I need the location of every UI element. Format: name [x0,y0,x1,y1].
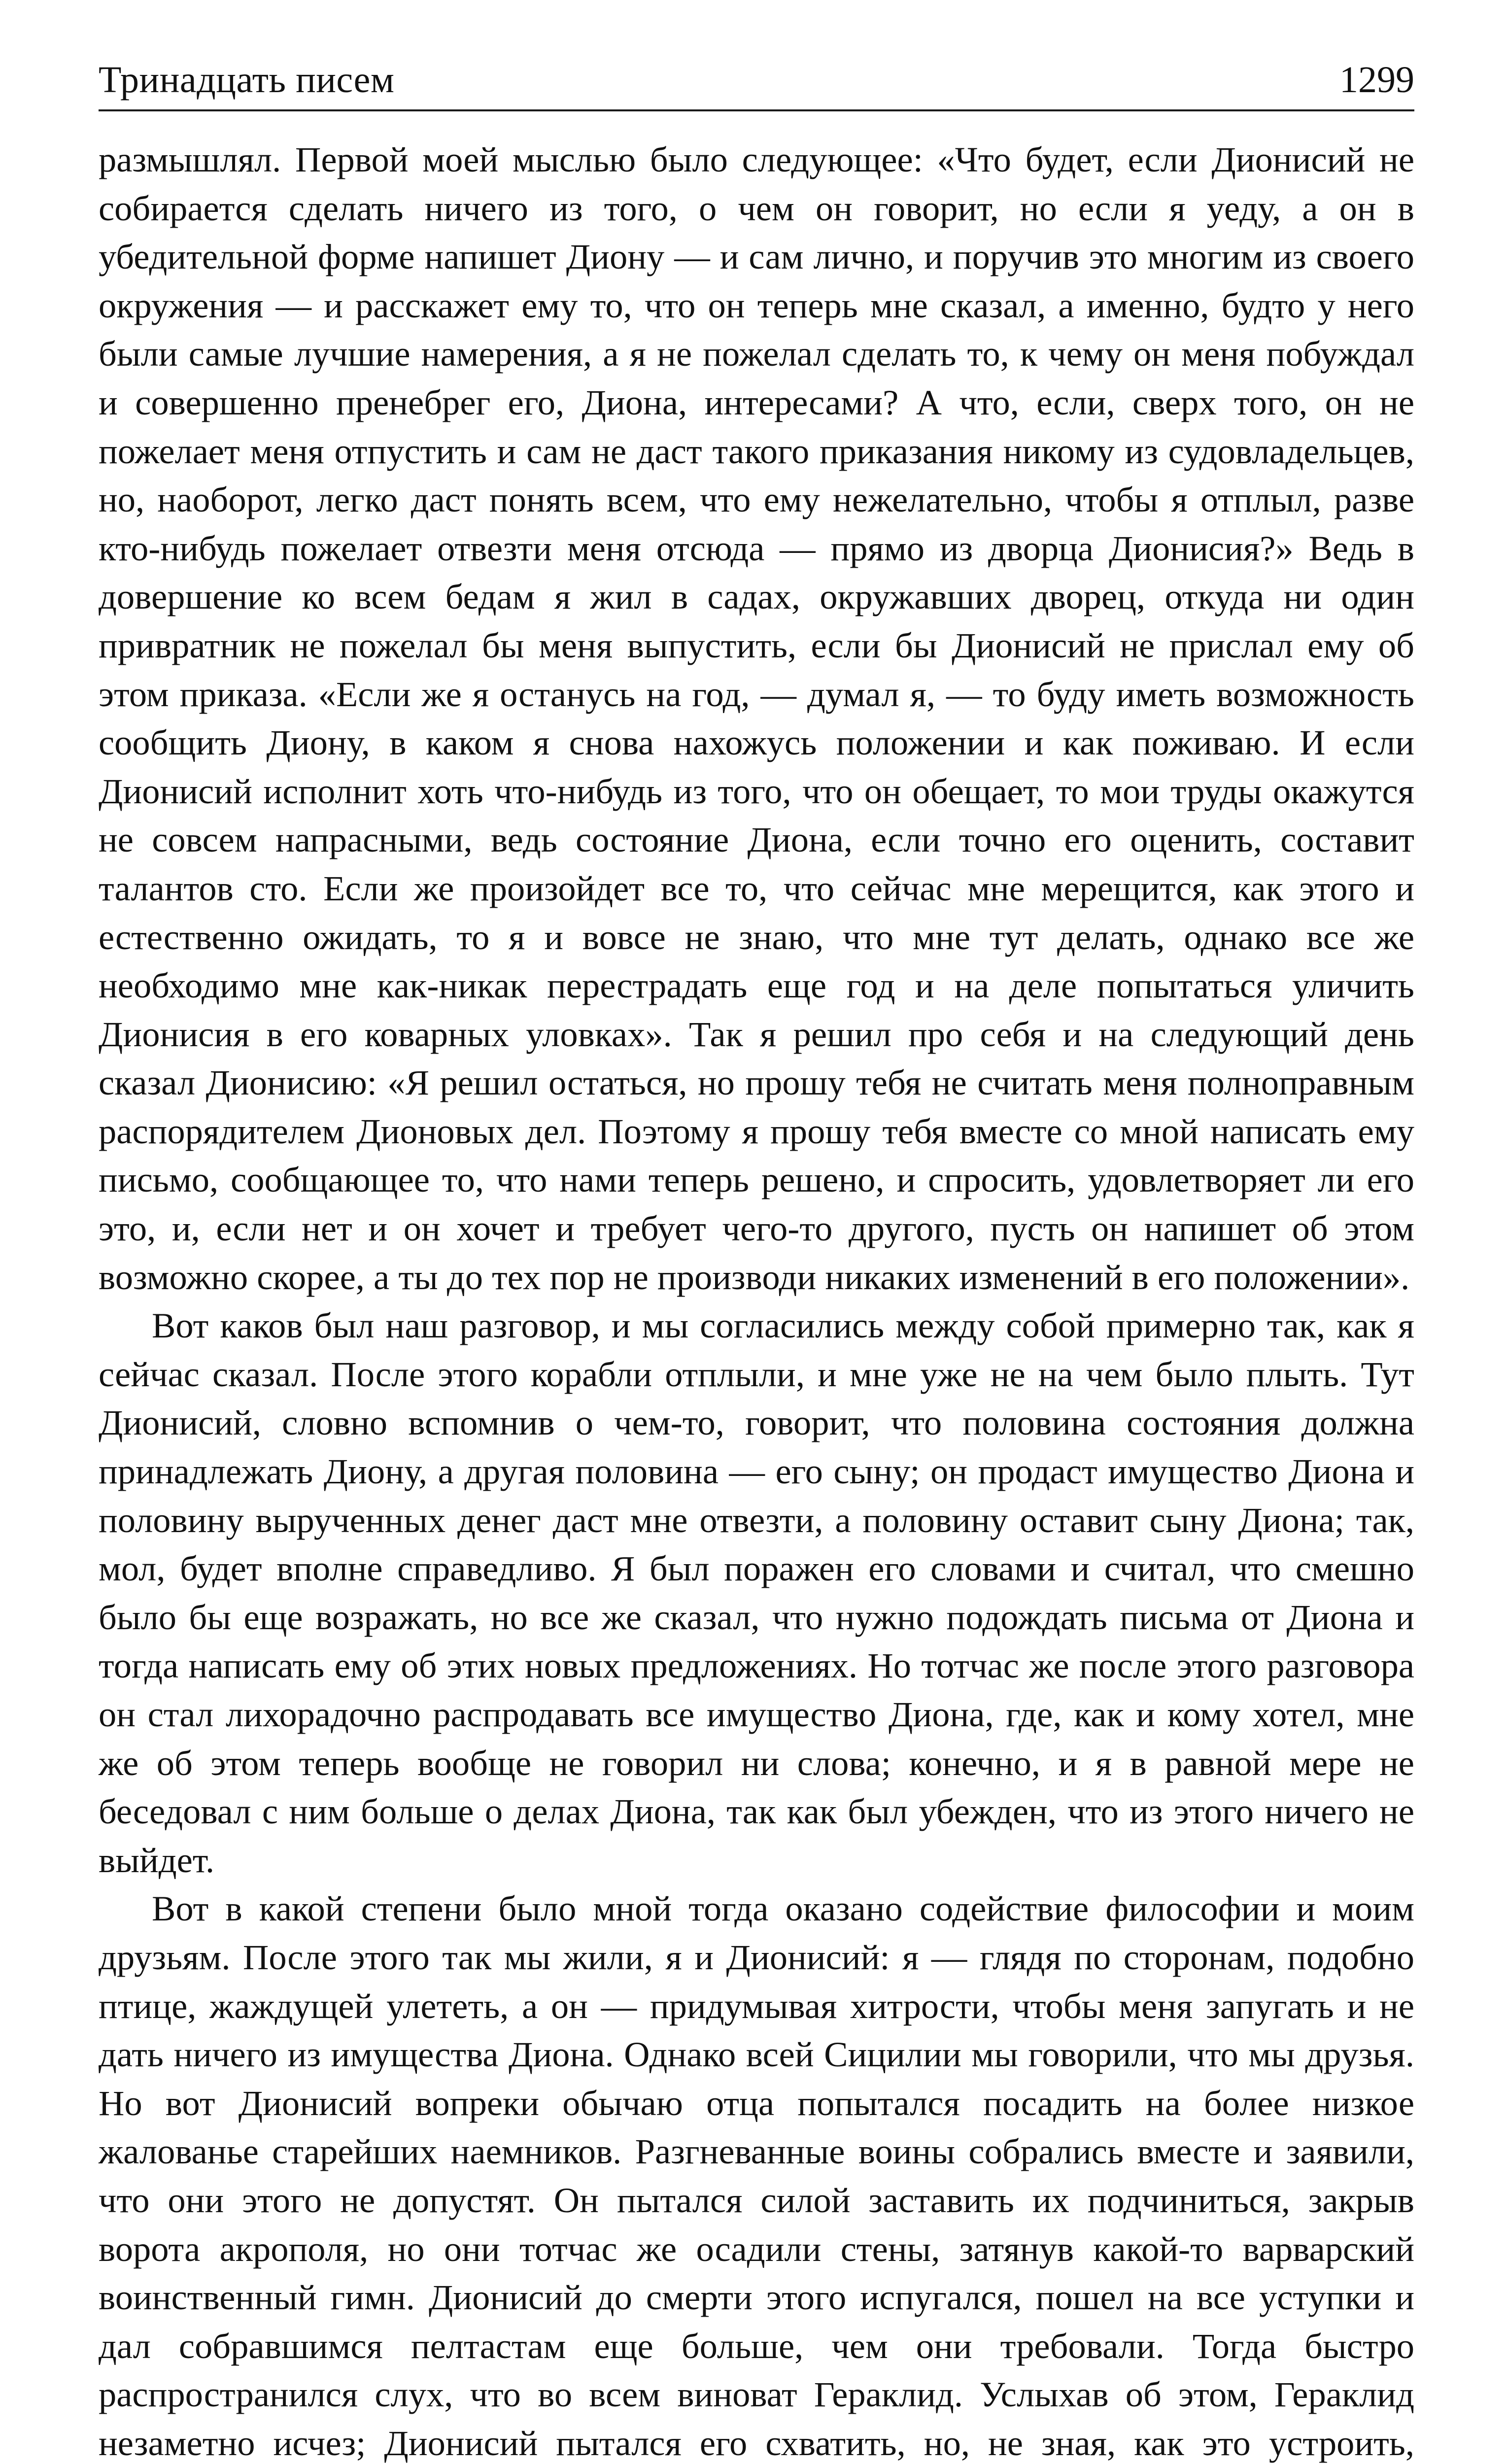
header-rule [99,109,1414,111]
body-text [99,136,1414,2464]
running-header [99,55,1414,114]
page-number: 1299 [1339,59,1414,101]
paragraph-3: Вот в какой степени было мной тогда оказано содействие философии и моим друзьям. После этого так мы жили, я и Дионисий: я — глядя по сторонам, подобно птице, жаждущей улететь, а он — придумывая хитрости, чтобы меня запугать и не дать ничего из имущества Диона. Однако всей Сицилии мы говорили, что мы друзья. Но вот Дионисий вопреки обычаю отца попытался посадить на более низкое жалованье старейших наемников. Разгневанные воины собрались вместе и заявили, что они этого не допустят. Он пытался силой заставить их подчиниться, закрыв ворота акрополя, но они тотчас же осадили стены, затянув какой-то варварский воинственный гимн. Дионисий до смерти этого испугался, пошел на все уступки и дал собравшимся пелтастам еще больше, чем они требовали. Тогда быстро распространился слух, что во всем виноват Гераклид. Услыхав об этом, Гераклид незаметно исчез; Дионисий пытался его схватить, но, не зная, как это устроить, [99,1888,1414,2463]
paragraph-1: размышлял. Первой моей мыслью было следующее: «Что будет, если Дионисий не собирается сделать ничего из того, о чем он говорит, но если я уеду, а он в убедительной форме напишет Диону — и сам лично, и поручив это многим из своего окружения — и расскажет ему то, что он теперь мне сказал, а именно, будто у него были самые лучшие намерения, а я не пожелал сделать то, к чему он меня побуждал и совершенно пренебрег его, Диона, интересами? А что, если, сверх того, он не пожелает меня отпустить и сам не даст такого приказания никому из судовладельцев, но, наоборот, легко даст понять всем, что ему нежелательно, чтобы я отплыл, разве кто-нибудь пожелает отвезти меня отсюда — прямо из дворца Дионисия?» Ведь в довершение ко всем бедам я жил в садах, окружавших дворец, откуда ни один привратник не пожелал бы меня выпустить, если бы Дионисий не прислал ему об этом приказа. «Если же я останусь на год, — думал я, — то буду иметь возможность сообщить Диону, в каком я снова нахожусь положении и как поживаю. И если Дионисий исполнит хоть что-нибудь из того, что он обещает, то мои труды окажутся не совсем напрасными, ведь состояние Диона, если точно его оценить, составит талантов сто. Если же произойдет все то, что сейчас мне мерещится, как этого и естественно ожидать, то я и вовсе не знаю, что мне тут делать, однако все же необходимо мне как-никак перестрадать еще год и на деле попытаться уличить Дионисия в его коварных уловках». Так я решил про себя и на следующий день сказал Дионисию: «Я решил остаться, но прошу тебя не считать меня полноправным распорядителем Дионовых дел. Поэтому я прошу тебя вместе со мной написать ему письмо, сообщающее то, что нами теперь решено, и спросить, удовлетворяет ли его это, и, если нет и он хочет и требует чего-то другого, пусть он напишет об этом возможно скорее, а ты до тех пор не производи никаких изменений в его положении». [99,139,1414,1297]
running-title: Тринадцать писем [99,59,395,101]
paragraph-2: Вот каков был наш разговор, и мы согласились между собой примерно так, как я сейчас сказал. После этого корабли отплыли, и мне уже не на чем было плыть. Тут Дионисий, словно вспомнив о чем-то, говорит, что половина состояния должна принадлежать Диону, а другая половина — его сыну; он продаст имущество Диона и половину вырученных денег даст мне отвезти, а половину оставит сыну Диона; так, мол, будет вполне справедливо. Я был поражен его словами и считал, что смешно было бы еще возражать, но все же сказал, что нужно подождать письма от Диона и тогда написать ему об этих новых предложениях. Но тотчас же после этого разговора он стал лихорадочно распродавать все имущество Диона, где, как и кому хотел, мне же об этом теперь вообще не говорил ни слова; конечно, и я в равной мере не беседовал с ним больше о делах Диона, так как был убежден, что из этого ничего не выйдет. [99,1305,1414,1880]
